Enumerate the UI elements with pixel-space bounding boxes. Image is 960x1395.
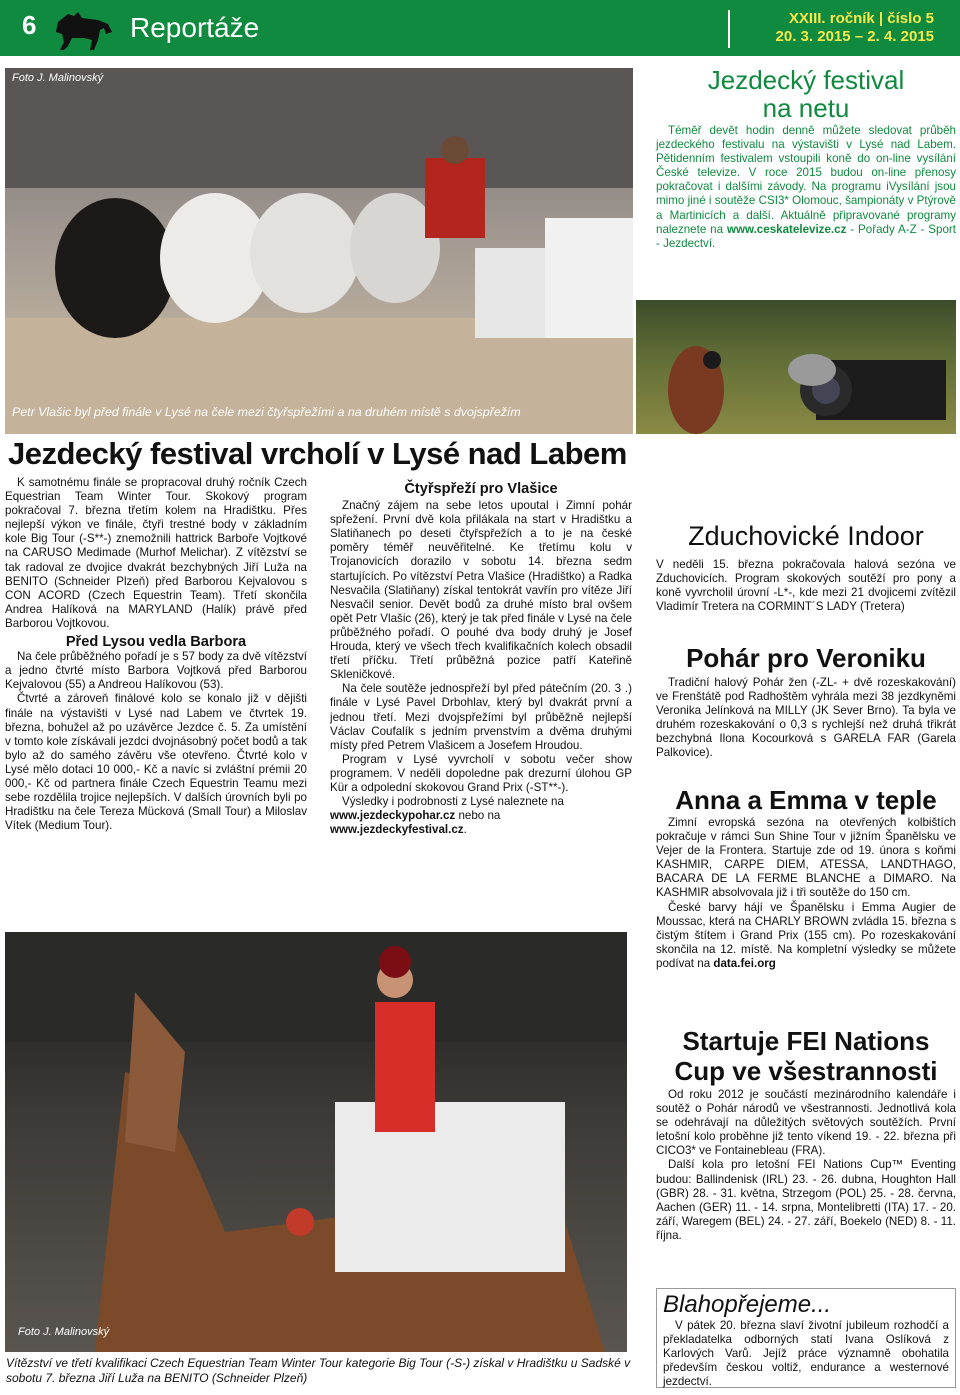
header-divider: [728, 10, 730, 48]
anna-emma-body: [656, 816, 956, 971]
col2-paragraph-2: Na čele soutěže jednospřeží byl před pátečním (20. 3 .) finále v Lysé Pavel Drbohlav, který byl dvakrát první a jednou třetí. Mezi dvojspřežími byl průběžně nejlepší Václav Coufalík s jedním prvenstvím a dvěma druhými místy před Petrem Vlašicem a Josefem Hroudou.: [330, 682, 632, 752]
rider-photo: [5, 932, 627, 1352]
nations-title-line1: Startuje FEI Nations: [682, 1026, 930, 1056]
net-text: Téměř devět hodin denně můžete sledovat průběh jezdeckého festivalu na výstavišti v Lysé nad Labem. Pětidenním festivalem vstoupili koně do on-line vysílání České televize. V roce 2015 budou on-line přenosy pokračovat i dalšími závody. Na programu iVysílání jsou mimo jiné i soutěže CSI3* Olomouc, šampionáty v Ptýrově a Martinicích a další. Aktuálně připravované programy naleznete na: [656, 124, 956, 236]
rider-illustration: [5, 932, 627, 1352]
anna-emma-paragraph-1: Zimní evropská sezóna na otevřených kolbištích pokračuje v rámci Sun Shine Tour v jižním Španělsku ve Vejer de la Frontera. Startuje zde od 19. února s koňmi KASHMIR, CARPE DIEM, ATESSA, LANDTHAGO, BACARA DE LA FERME BLANCHE a DIMARO. Na KASHMIR absolvovala již i tři soutěže do 150 cm.: [656, 816, 956, 900]
article-nations-cup: [656, 1026, 956, 1243]
congrats-title: Blahopřejeme...: [663, 1291, 832, 1318]
link-ceskatelevize[interactable]: www.ceskatelevize.cz: [726, 222, 847, 236]
net-text-end: - Pořady A-Z - Sport - Jezdectví.: [656, 222, 956, 250]
carriage-photo: [5, 68, 633, 434]
anna-emma-paragraph-2: [656, 901, 956, 971]
main-col1: [5, 476, 307, 833]
col1-paragraph-2: Na čele průběžného pořadí je s 57 body za dvě vítězství a jedno čtvrté místo Barbora Vojtková před Barborou Kejvalovou (55) a Andreou Halíkovou (53).: [5, 650, 307, 692]
article-zduchovice: [656, 520, 956, 614]
nations-paragraph-1: Od roku 2012 je součástí mezinárodního kalendáře i soutěž o Pohár národů ve všestrannosti. Jednotlivá kola se odehrávají na důležitých světových soutěžích. První letošní kolo proběhne již tento víkend 19. - 22. března při CICO3* ve Fontainebleau (FRA).: [656, 1088, 956, 1158]
zduchovice-title: Zduchovické Indoor: [688, 521, 924, 551]
link-jezdeckyfestival[interactable]: www.jezdeckyfestival.cz: [330, 823, 464, 837]
nations-paragraph-2: Další kola pro letošní FEI Nations Cup™ Eventing budou: Ballindenisk (IRL) 23. - 26. dubna, Houghton Hall (GBR) 28. - 31. května, Strzegom (POL) 25. - 28. června, Aachen (GER) 11. - 14. srpna, Montelibretti (ITA) 17. - 20. září, Waregem (BEL) 24. - 27. září, Boekelo (NED) 8. - 11. října.: [656, 1158, 956, 1242]
col1-paragraph-1: K samotnému finále se propracoval druhý ročník Czech Equestrian Team Winter Tour. Skokový program pokračoval 7. března třetím kolem na Hradištku. Přes nejlepší výkon ve finále, čtyři trestné body v základním kole Big Tour (-S**-) znemožnili hattrick Barboře Vojtkové na CARUSO Medimade (Murhof Melichar). Z vítězství se tak radoval ze dvojice dvakrát bezchybných Jiří Luža na BENITO (Schneider Plzeň) před Barborou Kejvalovou s CON ACORD (Czech Equestrin Team). Třetí skončila Andrea Halíková na MARYLAND (Halík) právě před Barborou Vojtkovou.: [5, 476, 307, 630]
section-title: Reportáže: [130, 12, 260, 43]
col2-paragraph-1: Značný zájem na sebe letos upoutal i Zimní pohár spřežení. První dvě kola přilákala na start v Hradištku a Slatiňanech po deseti čtyřspřežích a to je na české poměry téměř neuvěřitelné. Ke třetímu kolu v Trojanovicích dorazilo v sobotu 14. března sedm startujících. Po vítězství Petra Vlašice (Hradištko) a Radka Nesvačila (Slatiňany) získal tentokrát vavřín pro vítěze Jiří Nesvačil senior. Devět bodů za druhé místo bral ovšem opět Petr Vlašic (26), který je tak před finále v Lysé na čele průběžného pořadí. O pouhé dva body druhý je Josef Hrouda, který ve všech třech kvalifikačních kolech obsadil třetí příčku. Třetí průběžná pozice patří Kateřině Skleničkové.: [330, 499, 632, 682]
photo1-credit: Foto J. Malinovský: [12, 72, 104, 84]
main-headline: Jezdecký festival vrcholí v Lysé nad Labem: [8, 436, 627, 471]
page-number: 6: [22, 10, 37, 40]
congrats-body: V pátek 20. března slaví životní jubileum rozhodčí a překladatelka odborných statí Ivana Oslíková z Karlových Varů. Jejíž práce významně obohatila především českou voltiž, endurance a westernové jezdectví.: [663, 1319, 949, 1389]
nations-title-line2: Cup ve všestrannosti: [674, 1056, 938, 1086]
veronika-body: Tradiční halový Pohár žen (-ZL- + dvě rozeskakování) ve Frenštátě pod Radhoštěm vyhrála mezi 38 jezdkyněmi Veronika Jelínková na MILLY (JK Sever Brno). Ta byla ve druhém rozeskakování o 0,3 s rychlejší než druhá třikrát bezchybná Ilona Kocourková s GARELA FAR (Garela Palkovice).: [656, 676, 956, 760]
net-body: [656, 124, 956, 251]
horse-logo-icon: [48, 4, 118, 52]
issue-dates: 20. 3. 2015 – 2. 4. 2015: [775, 28, 934, 45]
issue-info: [776, 10, 934, 46]
photo1-caption: Petr Vlašic byl před finále v Lysé na čele mezi čtyřspřežími a na druhém místě s dvojspřežím: [12, 405, 521, 419]
link-jezdeckypohar[interactable]: www.jezdeckypohar.cz: [330, 809, 456, 823]
net-title-line2: na netu: [762, 93, 850, 123]
col1-paragraph-3: Čtvrté a zároveň finálové kolo se konalo již v dějišti finále na výstavišti v Lysé nad Labem ve čtvrtek 19. března, bohužel až po uzávěrce Jezdce č. 5. Za umístění v tomto kole získávali jezdci dvojnásobný počet bodů a tak bylo až do samého závěru vše otevřeno. Čtvrté kolo v Lysé mělo dotaci 10 000,- Kč a navíc si zvláštní prémii 20 000,- Kč od partnera finále Czech Equestrin Teamu mezi sebe rozdělila trojice nejlepších. V dalších úrovních byli po Hradištku na čele Tereza Mücková (Small Tour) a Miloslav Vítek (Medium Tour).: [5, 692, 307, 833]
nations-cup-title: [656, 1026, 956, 1086]
article-veronika: [656, 642, 956, 761]
link-separator: nebo na: [458, 809, 501, 823]
article-net-title: [656, 66, 956, 122]
results-text: Výsledky i podrobnosti z Lysé naleznete na: [342, 795, 564, 809]
anna-emma-title: Anna a Emma v teple: [675, 785, 937, 815]
main-col2: [330, 482, 632, 837]
carriage-illustration: [5, 68, 633, 434]
photo3-caption: Vítězství ve třetí kvalifikaci Czech Equestrian Team Winter Tour kategorie Big Tour (-S-) získal v Hradištku u Sadské v sobotu 7. března Jiří Luža na BENITO (Schneider Plzeň): [6, 1356, 631, 1385]
veronika-title: Pohár pro Veroniku: [686, 643, 926, 673]
net-title-line1: Jezdecký festival: [707, 65, 905, 95]
article-congrats: [656, 1288, 956, 1388]
nations-cup-body: [656, 1088, 956, 1243]
photo3-credit: Foto J. Malinovský: [18, 1326, 110, 1338]
anna-emma-text: České barvy hájí ve Španělsku i Emma Augier de Moussac, která na CHARLY BROWN zvládla 15. března s čistým štítem i Grand Prix (155 cm). Po rozeskakování skončila na 12. místě. Na kompletní výsledky se můžete podívat na: [656, 900, 956, 970]
sidebar: [656, 66, 956, 251]
subheading-vlasice: Čtyřspřeží pro Vlašice: [404, 481, 558, 497]
camera-illustration: [636, 300, 956, 434]
zduchovice-body: V neděli 15. března pokračovala halová sezóna ve Zduchovicích. Program skokových soutěží pro pony a koně vyvrcholil úrovní -L*-, kde mezi 21 dvojicemi zvítězil Vladimír Tretera na CORMINT´S LADY (Tretera): [656, 558, 956, 614]
col2-paragraph-4: [330, 795, 632, 837]
issue-volume: XXIII. ročník | číslo 5: [788, 10, 934, 27]
article-anna-emma: [656, 784, 956, 971]
camera-photo: [636, 300, 956, 434]
link-data-fei[interactable]: data.fei.org: [713, 956, 776, 970]
col2-paragraph-3: Program v Lysé vyvrcholí v sobotu večer show programem. V neděli dopoledne pak drezurní úlohou GP Kür a odpolední skokovou Grand Prix (-ST**-).: [330, 752, 632, 794]
subheading-barbora: Před Lysou vedla Barbora: [65, 634, 247, 651]
link-end: .: [463, 823, 467, 837]
